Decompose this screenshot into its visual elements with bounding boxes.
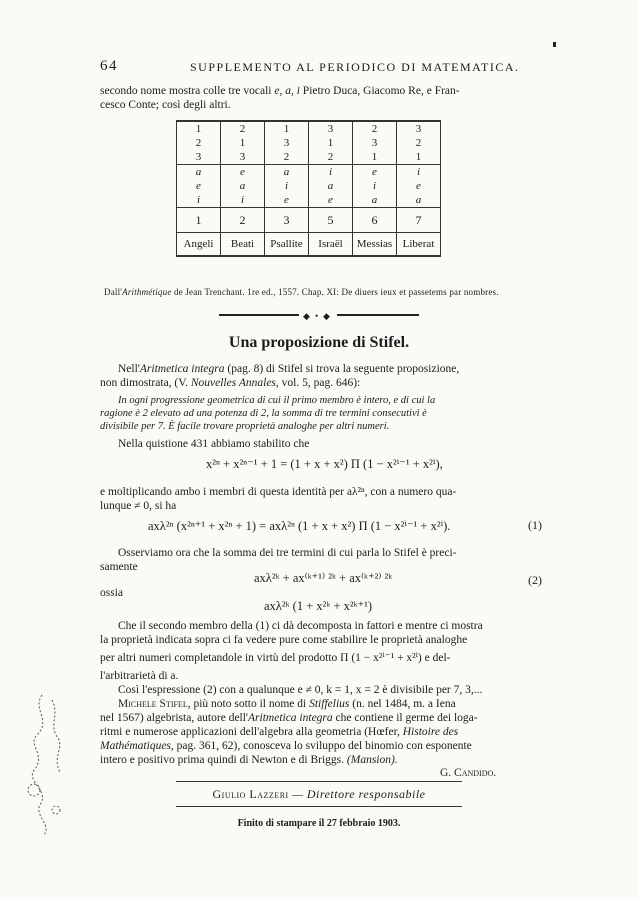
table-cell: 3 — [221, 150, 265, 165]
table-cell: a — [397, 193, 441, 208]
section-title: Una proposizione di Stifel. — [228, 334, 410, 351]
print-date: Finito di stampare il 27 febbraio 1903. — [237, 818, 401, 829]
footer-rule-bottom — [176, 806, 462, 807]
table-cell: i — [265, 179, 309, 193]
table-row — [177, 179, 441, 193]
table-cell: 2 — [177, 136, 221, 150]
table-cell: 7 — [397, 208, 441, 233]
formula-eq-2: axλ²ᵏ + ax⁽ᵏ⁺¹⁾ ²ᵏ + ax⁽ᵏ⁺²⁾ ²ᵏ — [254, 571, 393, 585]
table-cell: e — [397, 179, 441, 193]
footer-rule-top — [176, 781, 462, 782]
latin-name: Stiffelius — [309, 698, 350, 710]
ornament-bar — [219, 314, 299, 316]
table-cell: 6 — [353, 208, 397, 233]
table-cell: a — [353, 193, 397, 208]
equation-number: (2) — [528, 573, 542, 587]
text-span: intero e positivo prima quindi di Newton e di Briggs. — [100, 754, 347, 766]
text-span: Dall' — [104, 287, 123, 297]
table-cell: e — [309, 193, 353, 208]
ornament-bar — [337, 314, 419, 316]
quote-line: divisibile per 7. È facile trovare proprietà analoghe per altri numeri. — [100, 421, 390, 432]
table-cell: 2 — [353, 121, 397, 136]
book-title: Aritmetica integra — [248, 712, 333, 724]
book-title: Arithmétique — [122, 287, 172, 297]
table-cell: i — [353, 179, 397, 193]
quote-line: ragione è 2 elevato ad una potenza di 2, la somma di tre termini consecutivi è — [100, 408, 427, 419]
book-title: Histoire des — [402, 726, 459, 738]
table-cell: i — [177, 193, 221, 208]
intro-line-2: cesco Conte; così degli altri. — [100, 99, 231, 111]
text-span: de Jean Trenchant. 1re ed., 1557. Chap. XI: De diuers ieux et passetems par nombres. — [171, 287, 499, 297]
table-cell: a — [221, 179, 265, 193]
table-cell: 1 — [353, 150, 397, 165]
text-span: , pag. 361, 62), conosceva lo sviluppo del binomio con esponente — [170, 740, 472, 752]
body-line: Che il secondo membro della (1) ci dà decomposta in fattori e mentre ci mostra — [118, 620, 483, 632]
table-cell: i — [221, 193, 265, 208]
journal-title: Nouvelles Annales — [190, 377, 276, 389]
text-span: , vol. 5, pag. 646): — [275, 377, 361, 389]
body-line: e moltiplicando ambo i membri di questa identità per aλ²ⁿ, con a numero qua- — [100, 486, 457, 498]
ornament-divider — [219, 311, 419, 319]
table-cell: 2 — [309, 150, 353, 165]
intro-line-1 — [100, 84, 552, 98]
formula-identity: x²ⁿ + x²ⁿ⁻¹ + 1 = (1 + x + x²) Π (1 − x²ⁱ⁻¹ + x²ⁱ), — [206, 457, 443, 471]
body-line: l'arbitrarietà di a. — [100, 670, 179, 682]
formula-eq-3: axλ²ᵏ (1 + x²ᵏ + x²ᵏ⁺¹) — [264, 599, 373, 613]
author-name: Michele Stifel — [118, 698, 188, 710]
table-cell: 2 — [221, 208, 265, 233]
table-row — [177, 208, 441, 233]
ink-speck — [553, 42, 556, 47]
book-title: Mathématiques — [100, 740, 171, 752]
text-span: , più noto sotto il nome di — [187, 698, 310, 710]
book-title: Aritmetica integra — [139, 363, 225, 375]
text-span: non dimostrata, (V. — [100, 377, 191, 389]
quote-line: In ogni progressione geometrica di cui il primo membro è intero, e di cui la — [118, 395, 436, 406]
table-row — [177, 121, 441, 136]
table-row — [177, 165, 441, 180]
table-cell: 3 — [397, 121, 441, 136]
director-name: Giulio Lazzeri — [212, 787, 289, 801]
reference: (Mansion). — [346, 754, 398, 766]
text-span: che contiene il germe dei loga- — [332, 712, 478, 724]
table-cell: 3 — [353, 136, 397, 150]
page-number: 64 — [100, 58, 118, 74]
ornament-dot: ◆ — [323, 311, 330, 321]
running-title: SUPPLEMENTO AL PERIODICO DI MATEMATICA. — [190, 60, 520, 74]
table-cell: 1 — [265, 121, 309, 136]
table-cell: 3 — [309, 121, 353, 136]
body-line: Nella quistione 431 abbiamo stabilito che — [118, 438, 310, 450]
director-role: — Direttore responsabile — [288, 787, 426, 801]
table-cell: e — [353, 165, 397, 180]
body-line: ossia — [100, 587, 123, 599]
body-line — [118, 697, 552, 711]
table-cell: 5 — [309, 208, 353, 233]
table-cell: 2 — [397, 136, 441, 150]
text-span: Nell' — [118, 363, 140, 375]
vowels-italic: e, a, i — [274, 85, 300, 97]
table-cell: 3 — [265, 136, 309, 150]
table-cell: 2 — [221, 121, 265, 136]
body-line: samente — [100, 561, 138, 573]
table-cell: Angeli — [177, 233, 221, 257]
table-cell: a — [177, 165, 221, 180]
table-cell: e — [221, 165, 265, 180]
body-line — [118, 362, 552, 376]
table-cell: 1 — [177, 208, 221, 233]
table-caption — [104, 287, 499, 297]
table-row — [177, 136, 441, 150]
signature: G. Candido. — [440, 767, 497, 779]
table-row — [177, 193, 441, 208]
text-span: (pag. 8) di Stifel si trova la seguente proposizione, — [224, 363, 460, 375]
body-line: per altri numeri completandole in virtù del prodotto Π (1 − x²ⁱ⁻¹ + x²ⁱ) e del- — [100, 652, 451, 664]
body-line: Osserviamo ora che la somma dei tre termini di cui parla lo Stifel è preci- — [118, 547, 457, 559]
body-line — [100, 753, 552, 767]
body-line: lunque ≠ 0, si ha — [100, 500, 177, 512]
body-line — [100, 739, 552, 753]
text-span: nel 1567) algebrista, autore dell' — [100, 712, 249, 724]
text-span: ritmi e numerose applicazioni dell'algebra alla geometria (Hœfer, — [100, 726, 403, 738]
table-row — [177, 150, 441, 165]
table-cell: a — [265, 165, 309, 180]
table-cell: 1 — [309, 136, 353, 150]
permutation-table — [176, 120, 441, 257]
text-span: (n. nel 1484, m. a Iena — [349, 698, 456, 710]
table-cell: 3 — [177, 150, 221, 165]
body-line: Così l'espressione (2) con a qualunque e ≠ 0, k = 1, x = 2 è divisibile per 7, 3,... — [118, 684, 483, 696]
body-line: la proprietà indicata sopra ci fa vedere pure come stabilire le proprietà analoghe — [100, 634, 468, 646]
ornament-dot: ◆ — [303, 311, 310, 321]
table-cell: i — [309, 165, 353, 180]
table-cell: a — [309, 179, 353, 193]
table-cell: e — [265, 193, 309, 208]
ornament-dot: • — [315, 311, 319, 321]
library-stamp-mark — [22, 690, 68, 840]
formula-eq-1: axλ²ⁿ (x²ⁿ⁺¹ + x²ⁿ + 1) = axλ²ⁿ (1 + x + x²) Π (1 − x²ⁱ⁻¹ + x²ⁱ). — [148, 519, 451, 533]
table-cell: 1 — [397, 150, 441, 165]
body-line — [100, 711, 552, 725]
table-cell: 3 — [265, 208, 309, 233]
table-row — [177, 233, 441, 257]
table-cell: e — [177, 179, 221, 193]
text-span: secondo nome mostra colle tre vocali — [100, 85, 275, 97]
equation-number: (1) — [528, 518, 542, 532]
table-cell: Beati — [221, 233, 265, 257]
table-cell: 2 — [265, 150, 309, 165]
table-cell: Liberat — [397, 233, 441, 257]
table-cell: 1 — [221, 136, 265, 150]
text-span: Pietro Duca, Giacomo Re, e Fran- — [299, 85, 460, 97]
table-cell: 1 — [177, 121, 221, 136]
footer-director — [0, 787, 638, 802]
table-cell: Messias — [353, 233, 397, 257]
table-cell: Psallite — [265, 233, 309, 257]
body-line — [100, 376, 552, 390]
body-line — [100, 725, 552, 739]
table-cell: i — [397, 165, 441, 180]
table-cell: Israël — [309, 233, 353, 257]
